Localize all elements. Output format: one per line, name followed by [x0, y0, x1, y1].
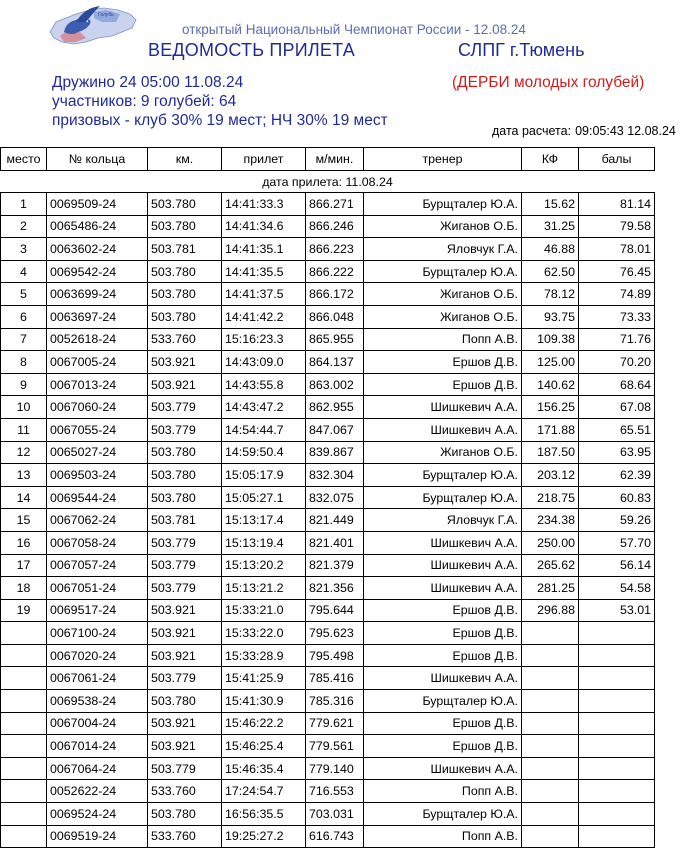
cell-distance: 503.781 — [148, 509, 222, 532]
cell-place: 5 — [1, 283, 47, 306]
column-header-ring: № кольца — [47, 148, 148, 171]
cell-place: 4 — [1, 260, 47, 283]
cell-speed: 832.075 — [306, 486, 364, 509]
cell-place — [1, 735, 47, 758]
cell-points — [579, 644, 655, 667]
document-title: ВЕДОМОСТЬ ПРИЛЕТА — [148, 40, 355, 60]
cell-trainer: Ершов Д.В. — [364, 622, 522, 645]
cell-speed: 821.379 — [306, 554, 364, 577]
cell-place — [1, 825, 47, 848]
table-row — [1, 328, 655, 351]
cell-points — [579, 757, 655, 780]
cell-arrival-time: 16:56:35.5 — [222, 803, 306, 826]
cell-distance: 503.921 — [148, 599, 222, 622]
cell-coefficient — [522, 644, 579, 667]
cell-arrival-time: 15:33:22.0 — [222, 622, 306, 645]
cell-arrival-time: 15:33:28.9 — [222, 644, 306, 667]
cell-trainer: Жиганов О.Б. — [364, 305, 522, 328]
cell-arrival-time: 15:41:30.9 — [222, 690, 306, 713]
cell-coefficient: 296.88 — [522, 599, 579, 622]
cell-trainer: Бурщталер Ю.А. — [364, 193, 522, 216]
cell-ring-number: 0069542-24 — [47, 260, 148, 283]
cell-coefficient: 250.00 — [522, 531, 579, 554]
cell-place: 11 — [1, 418, 47, 441]
cell-speed: 866.048 — [306, 305, 364, 328]
cell-speed: 821.356 — [306, 577, 364, 600]
cell-distance: 503.921 — [148, 622, 222, 645]
cell-ring-number: 0067013-24 — [47, 373, 148, 396]
table-header-row — [1, 148, 655, 171]
cell-distance: 503.921 — [148, 735, 222, 758]
cell-coefficient — [522, 825, 579, 848]
cell-distance: 503.780 — [148, 260, 222, 283]
arrival-date-row — [1, 171, 655, 193]
cell-distance: 503.780 — [148, 305, 222, 328]
cell-speed: 866.223 — [306, 238, 364, 261]
cell-speed: 785.316 — [306, 690, 364, 713]
cell-speed: 839.867 — [306, 441, 364, 464]
cell-points: 60.83 — [579, 486, 655, 509]
cell-ring-number: 0067064-24 — [47, 757, 148, 780]
cell-place — [1, 690, 47, 713]
race-name: (ДЕРБИ молодых голубей) — [452, 74, 645, 91]
cell-points: 68.64 — [579, 373, 655, 396]
cell-place: 9 — [1, 373, 47, 396]
cell-ring-number: 0069517-24 — [47, 599, 148, 622]
cell-arrival-time: 14:41:33.3 — [222, 193, 306, 216]
table-row — [1, 735, 655, 758]
pigeon-on-russia-map-icon — [46, 2, 138, 50]
calculation-date-value: 09:05:43 12.08.24 — [575, 124, 676, 138]
cell-distance: 503.780 — [148, 283, 222, 306]
cell-coefficient: 234.38 — [522, 509, 579, 532]
cell-speed: 716.553 — [306, 780, 364, 803]
cell-place — [1, 712, 47, 735]
cell-trainer: Ершов Д.В. — [364, 599, 522, 622]
cell-arrival-time: 15:05:27.1 — [222, 486, 306, 509]
cell-points: 74.89 — [579, 283, 655, 306]
cell-distance: 503.921 — [148, 373, 222, 396]
cell-trainer: Бурщталер Ю.А. — [364, 803, 522, 826]
cell-points: 67.08 — [579, 396, 655, 419]
cell-points — [579, 803, 655, 826]
cell-distance: 503.779 — [148, 577, 222, 600]
cell-arrival-time: 19:25:27.2 — [222, 825, 306, 848]
cell-coefficient: 203.12 — [522, 464, 579, 487]
cell-distance: 503.780 — [148, 193, 222, 216]
table-row — [1, 577, 655, 600]
cell-distance: 503.780 — [148, 690, 222, 713]
cell-ring-number: 0067100-24 — [47, 622, 148, 645]
column-header-coef: КФ — [522, 148, 579, 171]
cell-trainer: Шишкевич А.А. — [364, 667, 522, 690]
table-row — [1, 486, 655, 509]
cell-ring-number: 0069524-24 — [47, 803, 148, 826]
cell-place: 13 — [1, 464, 47, 487]
cell-speed: 866.172 — [306, 283, 364, 306]
cell-arrival-time: 15:46:22.2 — [222, 712, 306, 735]
cell-ring-number: 0069544-24 — [47, 486, 148, 509]
cell-place: 16 — [1, 531, 47, 554]
cell-arrival-time: 15:33:21.0 — [222, 599, 306, 622]
cell-distance: 503.779 — [148, 667, 222, 690]
cell-ring-number: 0067020-24 — [47, 644, 148, 667]
table-row — [1, 599, 655, 622]
table-row — [1, 464, 655, 487]
cell-coefficient: 93.75 — [522, 305, 579, 328]
cell-speed: 795.644 — [306, 599, 364, 622]
cell-ring-number: 0069503-24 — [47, 464, 148, 487]
cell-coefficient: 125.00 — [522, 351, 579, 374]
cell-distance: 503.779 — [148, 531, 222, 554]
participants-info: участников: 9 голубей: 64 — [52, 93, 237, 110]
cell-place: 17 — [1, 554, 47, 577]
cell-points — [579, 712, 655, 735]
cell-trainer: Жиганов О.Б. — [364, 441, 522, 464]
cell-ring-number: 0067060-24 — [47, 396, 148, 419]
cell-points: 79.58 — [579, 215, 655, 238]
cell-trainer: Ершов Д.В. — [364, 373, 522, 396]
cell-distance: 503.921 — [148, 712, 222, 735]
cell-coefficient: 140.62 — [522, 373, 579, 396]
cell-arrival-time: 15:05:17.9 — [222, 464, 306, 487]
cell-coefficient: 62.50 — [522, 260, 579, 283]
cell-coefficient: 109.38 — [522, 328, 579, 351]
cell-speed: 779.621 — [306, 712, 364, 735]
cell-place: 3 — [1, 238, 47, 261]
championship-title: открытый Национальный Чемпионат России - 12.08.24 — [182, 22, 526, 37]
cell-place: 14 — [1, 486, 47, 509]
cell-distance: 533.760 — [148, 825, 222, 848]
column-header-arrival: прилет — [222, 148, 306, 171]
cell-coefficient: 265.62 — [522, 554, 579, 577]
cell-ring-number: 0065027-24 — [47, 441, 148, 464]
cell-points — [579, 780, 655, 803]
cell-coefficient — [522, 780, 579, 803]
cell-speed: 785.416 — [306, 667, 364, 690]
cell-speed: 779.561 — [306, 735, 364, 758]
cell-coefficient: 171.88 — [522, 418, 579, 441]
table-row — [1, 373, 655, 396]
cell-trainer: Бурщталер Ю.А. — [364, 690, 522, 713]
table-row — [1, 622, 655, 645]
table-row — [1, 305, 655, 328]
cell-place — [1, 667, 47, 690]
table-row — [1, 283, 655, 306]
cell-speed: 821.401 — [306, 531, 364, 554]
cell-place: 2 — [1, 215, 47, 238]
results-table — [0, 147, 655, 848]
cell-ring-number: 0067055-24 — [47, 418, 148, 441]
cell-speed: 821.449 — [306, 509, 364, 532]
cell-arrival-time: 14:41:34.6 — [222, 215, 306, 238]
release-info: Дружино 24 05:00 11.08.24 — [52, 74, 244, 91]
cell-arrival-time: 15:46:35.4 — [222, 757, 306, 780]
cell-arrival-time: 15:41:25.9 — [222, 667, 306, 690]
cell-arrival-time: 14:54:44.7 — [222, 418, 306, 441]
cell-trainer: Шишкевич А.А. — [364, 757, 522, 780]
table-row — [1, 396, 655, 419]
cell-distance: 503.779 — [148, 418, 222, 441]
cell-speed: 616.743 — [306, 825, 364, 848]
cell-coefficient — [522, 803, 579, 826]
cell-ring-number: 0065486-24 — [47, 215, 148, 238]
cell-distance: 503.921 — [148, 644, 222, 667]
cell-distance: 503.780 — [148, 803, 222, 826]
cell-trainer: Бурщталер Ю.А. — [364, 486, 522, 509]
cell-distance: 503.779 — [148, 554, 222, 577]
cell-place: 1 — [1, 193, 47, 216]
cell-trainer: Попп А.В. — [364, 328, 522, 351]
table-row — [1, 215, 655, 238]
table-row — [1, 260, 655, 283]
cell-coefficient — [522, 690, 579, 713]
cell-place — [1, 622, 47, 645]
cell-place: 18 — [1, 577, 47, 600]
cell-arrival-time: 14:43:47.2 — [222, 396, 306, 419]
cell-coefficient: 156.25 — [522, 396, 579, 419]
calculation-date — [492, 124, 676, 138]
table-row — [1, 509, 655, 532]
cell-ring-number: 0063697-24 — [47, 305, 148, 328]
table-row — [1, 690, 655, 713]
cell-place: 6 — [1, 305, 47, 328]
cell-points — [579, 735, 655, 758]
cell-place: 15 — [1, 509, 47, 532]
cell-coefficient — [522, 667, 579, 690]
cell-points — [579, 667, 655, 690]
cell-ring-number: 0067004-24 — [47, 712, 148, 735]
table-row — [1, 667, 655, 690]
cell-ring-number: 0069509-24 — [47, 193, 148, 216]
cell-coefficient: 281.25 — [522, 577, 579, 600]
cell-trainer: Бурщталер Ю.А. — [364, 464, 522, 487]
cell-trainer: Попп А.В. — [364, 780, 522, 803]
table-row — [1, 644, 655, 667]
cell-ring-number: 0069538-24 — [47, 690, 148, 713]
column-header-speed: м/мин. — [306, 148, 364, 171]
cell-points — [579, 622, 655, 645]
cell-distance: 503.780 — [148, 441, 222, 464]
cell-arrival-time: 15:16:23.3 — [222, 328, 306, 351]
cell-arrival-time: 14:43:55.8 — [222, 373, 306, 396]
cell-ring-number: 0067014-24 — [47, 735, 148, 758]
club-name: СЛПГ г.Тюмень — [458, 40, 585, 60]
cell-trainer: Ершов Д.В. — [364, 712, 522, 735]
cell-arrival-time: 15:13:19.4 — [222, 531, 306, 554]
cell-speed: 703.031 — [306, 803, 364, 826]
cell-distance: 503.779 — [148, 396, 222, 419]
cell-trainer: Шишкевич А.А. — [364, 577, 522, 600]
cell-arrival-time: 14:41:35.5 — [222, 260, 306, 283]
cell-arrival-time: 15:46:25.4 — [222, 735, 306, 758]
cell-arrival-time: 14:41:37.5 — [222, 283, 306, 306]
cell-arrival-time: 17:24:54.7 — [222, 780, 306, 803]
cell-coefficient: 187.50 — [522, 441, 579, 464]
cell-arrival-time: 14:59:50.4 — [222, 441, 306, 464]
cell-speed: 847.067 — [306, 418, 364, 441]
cell-distance: 503.781 — [148, 238, 222, 261]
cell-place: 19 — [1, 599, 47, 622]
cell-points: 70.20 — [579, 351, 655, 374]
cell-distance: 533.760 — [148, 780, 222, 803]
svg-text:Голубь: Голубь — [98, 12, 114, 18]
table-row — [1, 825, 655, 848]
cell-points: 78.01 — [579, 238, 655, 261]
cell-arrival-time: 14:41:42.2 — [222, 305, 306, 328]
cell-points — [579, 690, 655, 713]
cell-coefficient — [522, 712, 579, 735]
table-row — [1, 193, 655, 216]
cell-speed: 866.271 — [306, 193, 364, 216]
cell-ring-number: 0067061-24 — [47, 667, 148, 690]
table-row — [1, 351, 655, 374]
cell-speed: 795.623 — [306, 622, 364, 645]
cell-trainer: Жиганов О.Б. — [364, 215, 522, 238]
cell-trainer: Бурщталер Ю.А. — [364, 260, 522, 283]
cell-coefficient — [522, 757, 579, 780]
cell-ring-number: 0067057-24 — [47, 554, 148, 577]
column-header-km: км. — [148, 148, 222, 171]
cell-trainer: Шишкевич А.А. — [364, 531, 522, 554]
cell-place — [1, 757, 47, 780]
cell-points: 81.14 — [579, 193, 655, 216]
cell-coefficient: 78.12 — [522, 283, 579, 306]
cell-place: 10 — [1, 396, 47, 419]
cell-ring-number: 0052622-24 — [47, 780, 148, 803]
cell-place — [1, 644, 47, 667]
cell-trainer: Шишкевич А.А. — [364, 418, 522, 441]
cell-trainer: Яловчук Г.А. — [364, 509, 522, 532]
cell-points: 65.51 — [579, 418, 655, 441]
cell-arrival-time: 14:43:09.0 — [222, 351, 306, 374]
table-row — [1, 757, 655, 780]
cell-trainer: Попп А.В. — [364, 825, 522, 848]
cell-ring-number: 0067005-24 — [47, 351, 148, 374]
cell-points: 59.26 — [579, 509, 655, 532]
cell-trainer: Яловчук Г.А. — [364, 238, 522, 261]
cell-place — [1, 780, 47, 803]
cell-coefficient — [522, 735, 579, 758]
column-header-place: место — [1, 148, 47, 171]
cell-points: 56.14 — [579, 554, 655, 577]
cell-trainer: Жиганов О.Б. — [364, 283, 522, 306]
table-row — [1, 803, 655, 826]
cell-coefficient: 218.75 — [522, 486, 579, 509]
table-row — [1, 780, 655, 803]
cell-place: 8 — [1, 351, 47, 374]
calculation-date-label: дата расчета: — [492, 124, 572, 138]
cell-distance: 503.921 — [148, 351, 222, 374]
cell-place — [1, 803, 47, 826]
cell-trainer: Ершов Д.В. — [364, 644, 522, 667]
cell-trainer: Ершов Д.В. — [364, 735, 522, 758]
cell-ring-number: 0067058-24 — [47, 531, 148, 554]
cell-speed: 866.222 — [306, 260, 364, 283]
cell-arrival-time: 14:41:35.1 — [222, 238, 306, 261]
cell-distance: 503.779 — [148, 757, 222, 780]
cell-points: 63.95 — [579, 441, 655, 464]
cell-trainer: Шишкевич А.А. — [364, 396, 522, 419]
cell-points: 54.58 — [579, 577, 655, 600]
cell-arrival-time: 15:13:17.4 — [222, 509, 306, 532]
table-row — [1, 554, 655, 577]
cell-points: 73.33 — [579, 305, 655, 328]
cell-ring-number: 0067051-24 — [47, 577, 148, 600]
column-header-trainer: тренер — [364, 148, 522, 171]
cell-arrival-time: 15:13:21.2 — [222, 577, 306, 600]
cell-coefficient: 31.25 — [522, 215, 579, 238]
cell-coefficient: 15.62 — [522, 193, 579, 216]
table-row — [1, 238, 655, 261]
cell-points: 57.70 — [579, 531, 655, 554]
cell-trainer: Шишкевич А.А. — [364, 554, 522, 577]
cell-ring-number: 0063699-24 — [47, 283, 148, 306]
cell-points: 62.39 — [579, 464, 655, 487]
cell-speed: 863.002 — [306, 373, 364, 396]
cell-speed: 862.955 — [306, 396, 364, 419]
cell-coefficient: 46.88 — [522, 238, 579, 261]
cell-points: 71.76 — [579, 328, 655, 351]
prizes-info: призовых - клуб 30% 19 мест; НЧ 30% 19 мест — [52, 112, 388, 129]
cell-speed: 866.246 — [306, 215, 364, 238]
cell-points: 53.01 — [579, 599, 655, 622]
table-row — [1, 441, 655, 464]
cell-distance: 503.780 — [148, 464, 222, 487]
cell-speed: 864.137 — [306, 351, 364, 374]
cell-trainer: Ершов Д.В. — [364, 351, 522, 374]
cell-speed: 795.498 — [306, 644, 364, 667]
table-row — [1, 418, 655, 441]
cell-arrival-time: 15:13:20.2 — [222, 554, 306, 577]
cell-speed: 779.140 — [306, 757, 364, 780]
cell-place: 12 — [1, 441, 47, 464]
cell-points — [579, 825, 655, 848]
cell-distance: 503.780 — [148, 215, 222, 238]
cell-ring-number: 0063602-24 — [47, 238, 148, 261]
cell-points: 76.45 — [579, 260, 655, 283]
cell-coefficient — [522, 622, 579, 645]
cell-place: 7 — [1, 328, 47, 351]
arrival-date: дата прилета: 11.08.24 — [1, 171, 655, 193]
cell-ring-number: 0067062-24 — [47, 509, 148, 532]
cell-speed: 832.304 — [306, 464, 364, 487]
cell-speed: 865.955 — [306, 328, 364, 351]
table-row — [1, 712, 655, 735]
column-header-points: балы — [579, 148, 655, 171]
cell-distance: 503.780 — [148, 486, 222, 509]
cell-distance: 533.760 — [148, 328, 222, 351]
table-row — [1, 531, 655, 554]
cell-ring-number: 0052618-24 — [47, 328, 148, 351]
cell-ring-number: 0069519-24 — [47, 825, 148, 848]
